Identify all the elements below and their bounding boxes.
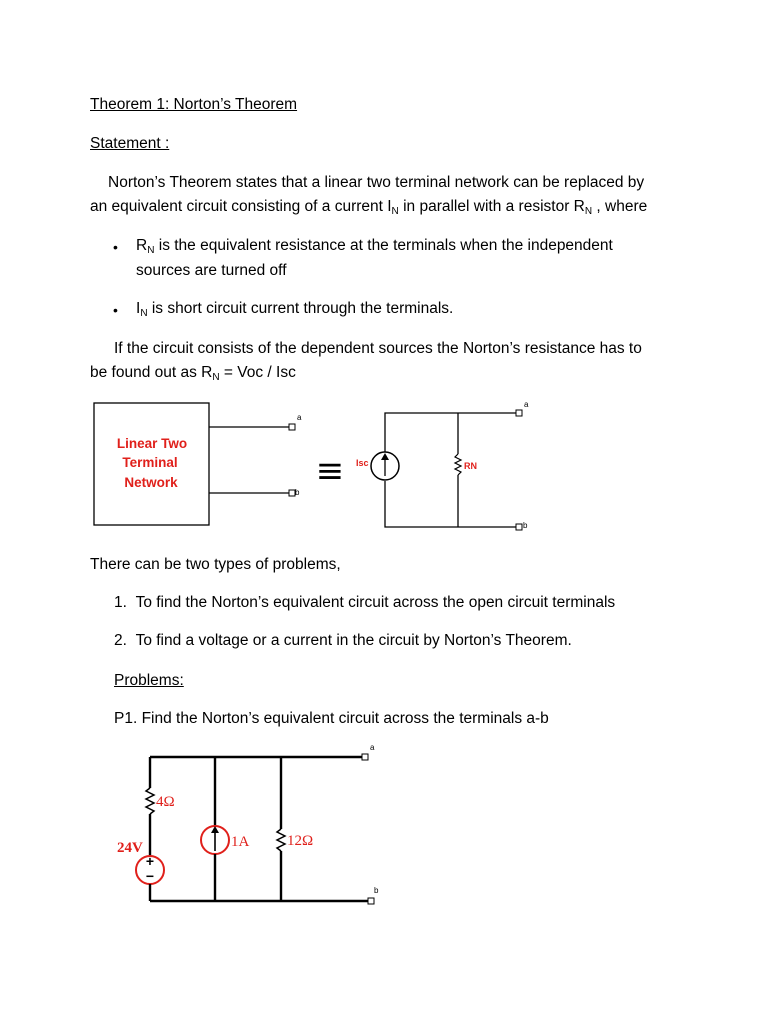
dependent-text-b: = Voc / Isc [219, 364, 296, 381]
bullet-dot: • [113, 302, 118, 318]
bullet-2-symbol: I [136, 300, 141, 317]
resistor-12ohm [277, 829, 285, 851]
box-label-3: Network [124, 475, 178, 490]
plus-sign: + [145, 853, 155, 869]
resistor-4ohm [146, 788, 154, 814]
problem-1-text: P1. Find the Norton’s equivalent circuit across the terminals a-b [114, 710, 549, 727]
terminal-a-label: a [297, 413, 302, 422]
bullet-2-sub: N [140, 308, 148, 319]
bullet-dot: • [113, 239, 118, 255]
terminal-a-label: a [370, 743, 375, 752]
intro-text-b: in parallel with a resistor R [403, 198, 585, 215]
intro-line-1: Norton’s Theorem states that a linear two terminal network can be replaced by [108, 174, 645, 191]
bullet-2-text: is short circuit current through the terminals. [151, 300, 454, 317]
problem-type-2-text: To find a voltage or a current in the circuit by Norton’s Theorem. [135, 632, 572, 649]
r2-label: 12Ω [287, 833, 314, 849]
problems-label: Problems: [114, 672, 184, 689]
box-label-2: Terminal [122, 455, 178, 470]
i1-label: 1A [231, 834, 250, 850]
bullet-1-symbol: R [136, 237, 148, 254]
r1-label: 4Ω [156, 794, 175, 810]
dependent-line-1: If the circuit consists of the dependent sources the Norton’s resistance has to [114, 340, 642, 357]
dependent-sub: N [212, 372, 220, 383]
dependent-text-a: be found out as R [90, 364, 213, 381]
equivalence-symbol: ≡ [315, 451, 345, 491]
bullet-1-sub: N [147, 245, 155, 256]
statement-label: Statement : [90, 135, 170, 152]
bullet-1-text: is the equivalent resistance at the terminals when the independent [158, 237, 613, 254]
terminal-b-label: b [374, 886, 379, 895]
v1-label: 24V [117, 840, 143, 856]
rn-label: RN [464, 461, 477, 471]
problem-type-1-text: To find the Norton’s equivalent circuit across the open circuit terminals [135, 594, 616, 611]
problem-type-1-num: 1. [114, 594, 127, 611]
intro-sub-2: N [584, 206, 593, 217]
intro-text-c: , where [596, 198, 648, 215]
problem-type-2-num: 2. [114, 632, 127, 649]
minus-sign: − [145, 868, 155, 884]
terminal-b-label: b [295, 488, 300, 497]
terminal-a [362, 754, 368, 760]
box-label-1: Linear Two [116, 436, 188, 451]
page-title: Theorem 1: Norton’s Theorem [90, 96, 298, 113]
intro-text-a: an equivalent circuit consisting of a current I [90, 198, 392, 215]
norton-terminal-b-label: b [523, 521, 528, 530]
problem-types-intro: There can be two types of problems, [90, 556, 341, 573]
bullet-1-line-2: sources are turned off [136, 262, 287, 279]
isc-label: Isc [356, 458, 369, 468]
intro-sub-1: N [391, 206, 399, 217]
norton-terminal-a-label: a [524, 400, 529, 409]
terminal-b [368, 898, 374, 904]
